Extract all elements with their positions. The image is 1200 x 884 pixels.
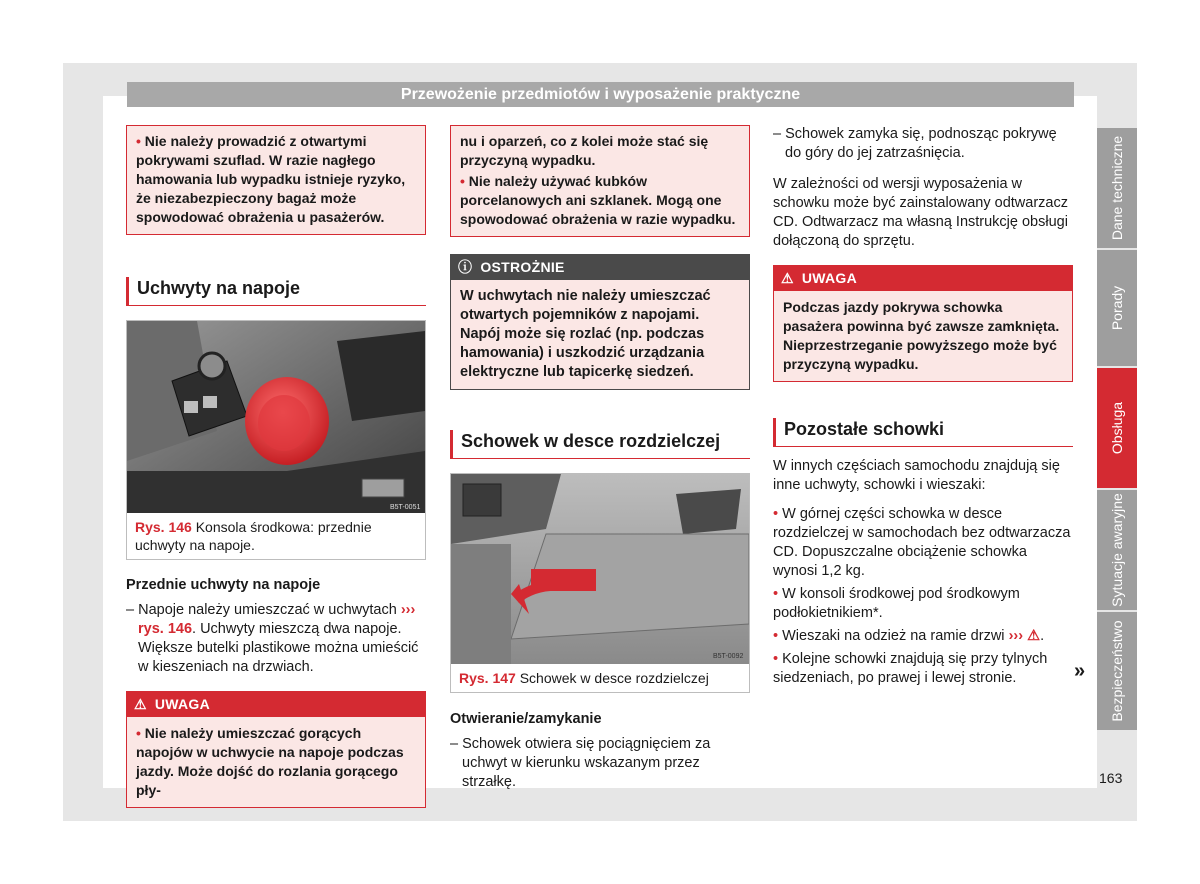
warning-label: UWAGA xyxy=(154,696,211,712)
body-text: W innych częściach samochodu znajdują się inne uchwyty, schowki i wieszaki: xyxy=(773,458,1060,493)
section-title-other-storage: Pozostałe schowki xyxy=(773,418,1073,447)
list-item: • W górnej części schowka w desce rozdzielczej w samochodach bez odtwarzacza CD. Dopuszczalne obciążenie schowka wynosi 1,2 kg. xyxy=(773,505,1073,581)
warning-header xyxy=(126,691,426,717)
caution-label: OSTROŻNIE xyxy=(480,259,565,275)
figure-146 xyxy=(126,320,426,560)
figure-caption-text: Konsola środkowa: przednie uchwyty na napoje. xyxy=(135,519,372,553)
list-item: • Kolejne schowki znajdują się przy tylnych siedzeniach, po prawej i lewej stronie. xyxy=(773,650,1073,688)
figure-code: B5T-0051 xyxy=(390,504,421,511)
tab-label: Obsługa xyxy=(1109,401,1125,455)
tab-sytuacje-awaryjne[interactable] xyxy=(1097,490,1137,610)
page-number: 163 xyxy=(1099,770,1123,786)
subheading-front-holders: Przednie uchwyty na napoje xyxy=(126,577,321,593)
list-item: • Wieszaki na odzież na ramie drzwi ››› ⚠. xyxy=(773,627,1073,646)
warning-triangle-icon: ⚠ xyxy=(1027,628,1041,644)
tab-obsluga[interactable] xyxy=(1097,368,1137,488)
warning-continuation xyxy=(126,125,426,235)
body-text: W zależności od wersji wyposażenia w schowku może być zainstalowany odtwarzacz CD. Odtwarzacz ma własną Instrukcję obsługi dołączoną do sprzętu. xyxy=(773,176,1068,249)
list-item-text: Wieszaki na odzież na ramie drzwi xyxy=(782,628,1005,644)
dashboard-illustration xyxy=(451,474,749,664)
figure-caption xyxy=(451,664,749,692)
warning-body xyxy=(773,291,1073,382)
figure-147 xyxy=(450,473,750,693)
warning-reference-link[interactable]: ››› xyxy=(1008,628,1024,644)
instruction-text: – Schowek zamyka się, podnosząc pokrywę do góry do jej zatrzaśnięcia. xyxy=(773,126,1057,161)
continue-mark: » xyxy=(1074,660,1086,682)
column-3 xyxy=(773,125,1073,688)
info-circle-icon: ⓘ xyxy=(458,259,473,275)
warning-triangle-icon: ⚠ xyxy=(134,696,147,712)
figure-caption xyxy=(127,513,425,559)
tab-dane-techniczne[interactable] xyxy=(1097,128,1137,248)
tab-label: Porady xyxy=(1109,285,1125,331)
section-title-cup-holders: Uchwyty na napoje xyxy=(126,277,426,306)
instruction-text xyxy=(126,601,426,677)
tab-label: Sytuacje awaryjne xyxy=(1109,493,1125,607)
figure-code: B5T-0092 xyxy=(713,653,744,660)
warning-text: nu i oparzeń, co z kolei może stać się przyczyną wypadku. xyxy=(460,133,709,168)
warning-continuation xyxy=(450,125,750,237)
caution-text: W uchwytach nie należy umieszczać otwartych pojemników z napojami. Napój może się rozlać (np. podczas hamowania) i uszkodzić urządzania elektryczne lub tapicerkę siedzeń. xyxy=(460,288,711,380)
warning-text: • Nie należy używać kubków porcelanowych ani szklanek. Mogą one spowodować obrażenia w razie wypadku. xyxy=(460,172,740,229)
caution-header xyxy=(450,254,750,280)
tab-porady[interactable] xyxy=(1097,250,1137,366)
figure-reference-link[interactable]: ››› rys. 146 xyxy=(138,602,416,637)
instruction-rest: . Uchwyty mieszczą dwa napoje. Większe butelki plastikowe można umieścić w kieszeniach na drzwiach. xyxy=(138,621,419,675)
list-item: • W konsoli środkowej pod środkowym podłokietnikiem*. xyxy=(773,585,1073,623)
subheading-open-close: Otwieranie/zamykanie xyxy=(450,711,602,727)
warning-text: • Nie należy umieszczać gorących napojów w uchwycie na napoje podczas jazdy. Może dojść do rozlania gorącego pły- xyxy=(136,724,416,800)
column-2 xyxy=(450,125,750,792)
chapter-header: Przewożenie przedmiotów i wyposażenie praktyczne xyxy=(127,82,1074,107)
figure-label: Rys. 147 xyxy=(459,670,516,686)
warning-header xyxy=(773,265,1073,291)
tab-label: Dane techniczne xyxy=(1109,135,1125,241)
instruction-prefix: – Napoje należy umieszczać w uchwytach xyxy=(126,602,397,618)
console-illustration xyxy=(127,321,425,513)
warning-triangle-icon: ⚠ xyxy=(781,270,794,286)
section-title-glovebox: Schowek w desce rozdzielczej xyxy=(450,430,750,459)
tab-label: Bezpieczeństwo xyxy=(1109,620,1125,722)
figure-caption-text: Schowek w desce rozdzielczej xyxy=(519,670,709,686)
warning-label: UWAGA xyxy=(801,270,858,286)
column-1 xyxy=(126,125,426,808)
figure-label: Rys. 146 xyxy=(135,519,192,535)
warning-body xyxy=(126,717,426,808)
instruction-text: – Schowek otwiera się pociągnięciem za uchwyt w kierunku wskazanym przez strzałkę. xyxy=(450,736,711,790)
warning-text: Podczas jazdy pokrywa schowka pasażera powinna być zawsze zamknięta. Nieprzestrzeganie powyższego może być przyczyną wypadku. xyxy=(783,299,1060,372)
warning-text: • Nie należy prowadzić z otwartymi pokrywami szuflad. W razie nagłego hamowania lub wypadku istnieje ryzyko, że niezabezpieczony bagaż może spowodować obrażenia u pasażerów. xyxy=(136,132,416,227)
caution-body xyxy=(450,280,750,390)
tab-bezpieczenstwo[interactable] xyxy=(1097,612,1137,730)
